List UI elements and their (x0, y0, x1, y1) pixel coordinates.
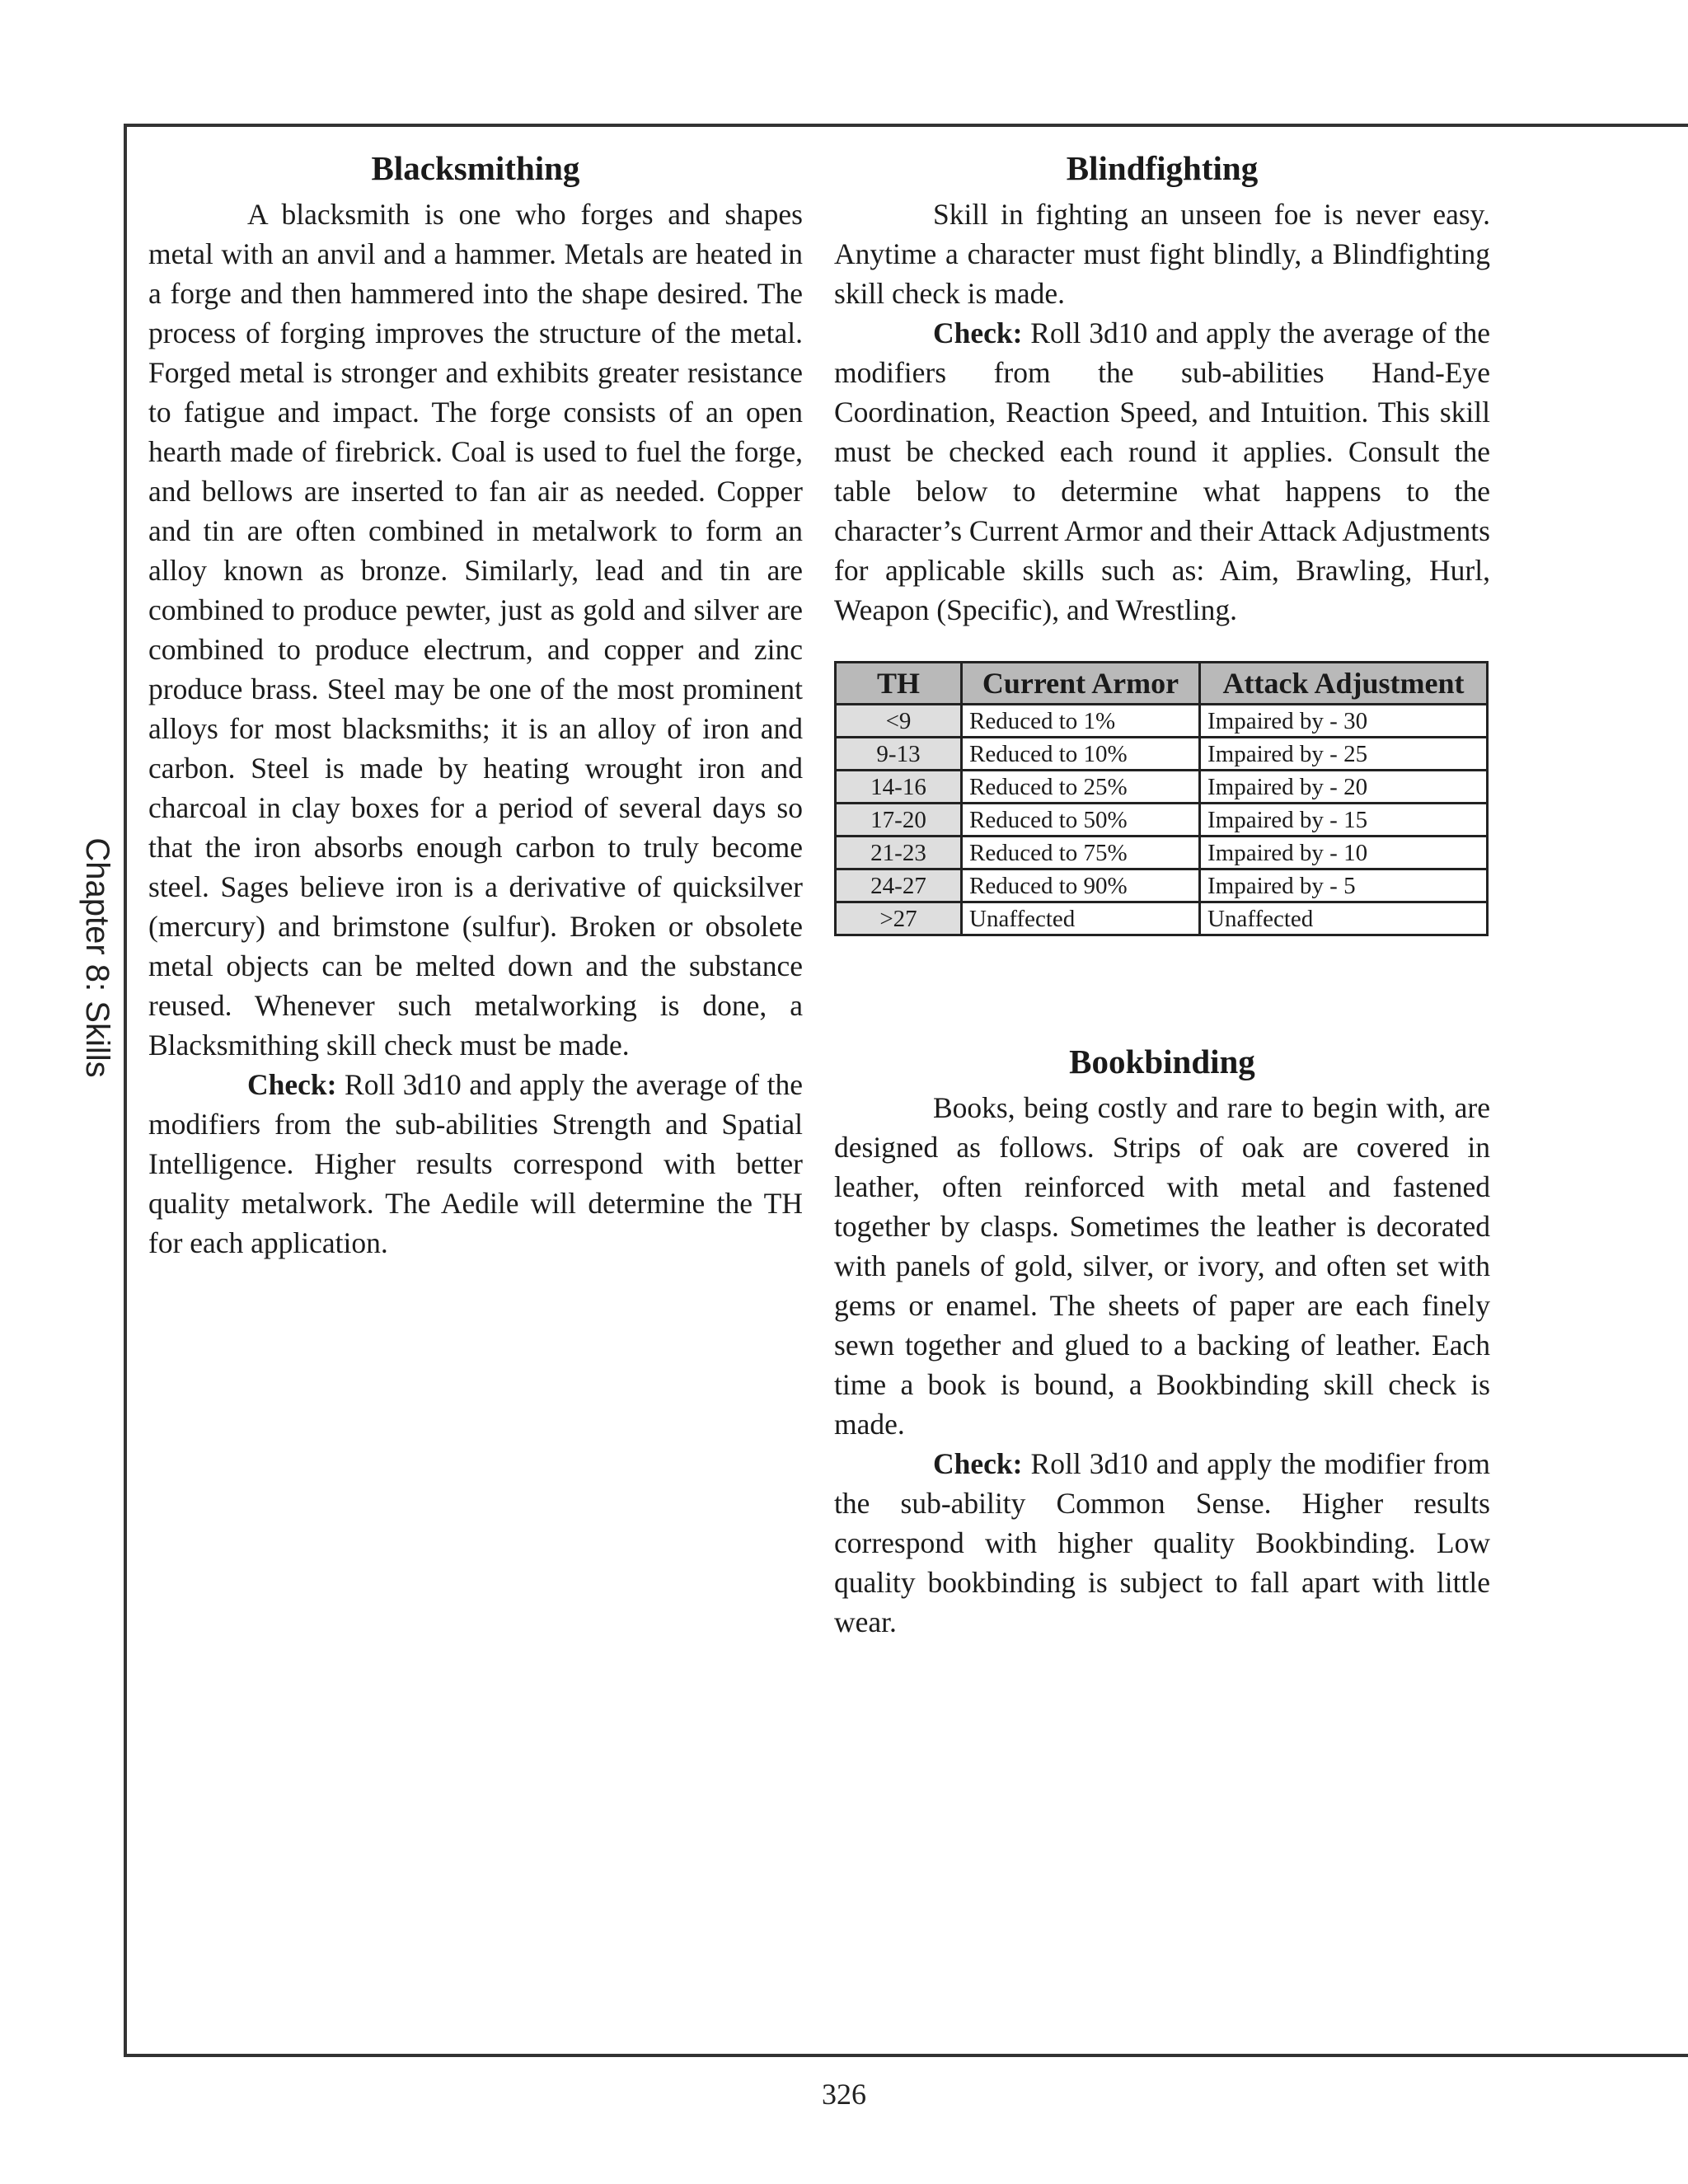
table-cell-th: 9-13 (836, 738, 962, 771)
table-cell-th: 21-23 (836, 837, 962, 869)
table-row (836, 804, 1488, 837)
right-column (834, 142, 1490, 1642)
left-column (148, 142, 803, 1263)
table-cell-armor: Unaffected (962, 902, 1200, 935)
blindfighting-table (834, 661, 1489, 936)
table-row (836, 738, 1488, 771)
table-cell-attack: Impaired by - 5 (1200, 869, 1488, 902)
blacksmithing-body: A blacksmith is one who forges and shapes metal with an anvil and a hammer. Metals are heated in a forge and then hammered into the shape desired. The process of forging improves the structure of the metal. Forged metal is stronger and exhibits greater resistance to fatigue and impact. The forge consists of an open hearth made of firebrick. Coal is used to fuel the forge, and bellows are inserted to fan air as needed. Copper and tin are often combined in metalwork to form an alloy known as bronze. Similarly, lead and tin are combined to produce pewter, just as gold and silver are combined to produce electrum, and copper and zinc produce brass. Steel may be one of the most prominent alloys for most blacksmiths; it is an alloy of iron and carbon. Steel is made by heating wrought iron and charcoal in clay boxes for a period of several days so that the iron absorbs enough carbon to truly become steel. Sages believe iron is a derivative of quicksilver (mercury) and brimstone (sulfur). Broken or obsolete metal objects can be melted down and the substance reused. Whenever such metalworking is done, a Blacksmithing skill check must be made. (148, 198, 803, 1062)
table-row (836, 705, 1488, 738)
table-header-th: TH (836, 663, 962, 705)
table-cell-th: 24-27 (836, 869, 962, 902)
table-cell-armor: Reduced to 75% (962, 837, 1200, 869)
blacksmithing-check-label: Check: (247, 1068, 337, 1101)
table-row (836, 771, 1488, 804)
table-cell-attack: Impaired by - 20 (1200, 771, 1488, 804)
table-cell-attack: Impaired by - 25 (1200, 738, 1488, 771)
chapter-side-label: Chapter 8: Skills (79, 837, 115, 1078)
table-row (836, 869, 1488, 902)
blacksmithing-check-paragraph (148, 1065, 803, 1263)
table-cell-armor: Reduced to 90% (962, 869, 1200, 902)
blacksmithing-section (148, 142, 803, 1263)
blindfighting-check-text: Roll 3d10 and apply the average of the modifiers from the sub-abilities Hand-Eye Coordination, Reaction Speed, and Intuition. This skill must be checked each round it applies. Consult the table below to determine what happens to the character’s Current Armor and their Attack Adjustments for applicable skills such as: Aim, Brawling, Hurl, Weapon (Specific), and Wrestling. (834, 316, 1490, 626)
blindfighting-heading: Blindfighting (1066, 149, 1259, 187)
bookbinding-check-text: Roll 3d10 and apply the modifier from the sub-ability Common Sense. Higher results correspond with higher quality Bookbinding. Low quality bookbinding is subject to fall apart with little wear. (834, 1447, 1490, 1638)
blindfighting-table-wrapper (834, 661, 1489, 936)
table-cell-armor: Reduced to 1% (962, 705, 1200, 738)
table-cell-th: 17-20 (836, 804, 962, 837)
table-header-current-armor: Current Armor (962, 663, 1200, 705)
table-cell-attack: Impaired by - 30 (1200, 705, 1488, 738)
blacksmithing-check-text: Roll 3d10 and apply the average of the modifiers from the sub-abilities Strength and Spatial Intelligence. Higher results correspond with better quality metalwork. The Aedile will determine the TH for each application. (148, 1068, 803, 1259)
table-header-attack-adjustment: Attack Adjustment (1200, 663, 1488, 705)
table-cell-attack: Impaired by - 10 (1200, 837, 1488, 869)
table-cell-th: >27 (836, 902, 962, 935)
blindfighting-section (834, 142, 1490, 936)
bookbinding-section (834, 1035, 1490, 1642)
blindfighting-body: Skill in fighting an unseen foe is never easy. Anytime a character must fight blindly, a Blindfighting skill check is made. (834, 198, 1490, 310)
table-row (836, 902, 1488, 935)
bookbinding-body: Books, being costly and rare to begin with, are designed as follows. Strips of oak are covered in leather, often reinforced with metal and fastened together by clasps. Sometimes the leather is decorated with panels of gold, silver, or ivory, and often set with gems or enamel. The sheets of paper are each finely sewn together and glued to a backing of leather. Each time a book is bound, a Bookbinding skill check is made. (834, 1091, 1490, 1441)
blindfighting-check-paragraph (834, 313, 1490, 630)
bookbinding-heading: Bookbinding (1069, 1043, 1255, 1080)
table-cell-armor: Reduced to 50% (962, 804, 1200, 837)
table-header-row (836, 663, 1488, 705)
blindfighting-check-label: Check: (933, 316, 1023, 349)
page-number: 326 (822, 2078, 866, 2111)
bookbinding-check-label: Check: (933, 1447, 1023, 1480)
table-cell-th: 14-16 (836, 771, 962, 804)
table-cell-attack: Unaffected (1200, 902, 1488, 935)
table-cell-th: <9 (836, 705, 962, 738)
table-cell-armor: Reduced to 10% (962, 738, 1200, 771)
table-cell-attack: Impaired by - 15 (1200, 804, 1488, 837)
table-row (836, 837, 1488, 869)
bookbinding-check-paragraph (834, 1444, 1490, 1642)
table-cell-armor: Reduced to 25% (962, 771, 1200, 804)
blacksmithing-heading: Blacksmithing (371, 149, 580, 187)
